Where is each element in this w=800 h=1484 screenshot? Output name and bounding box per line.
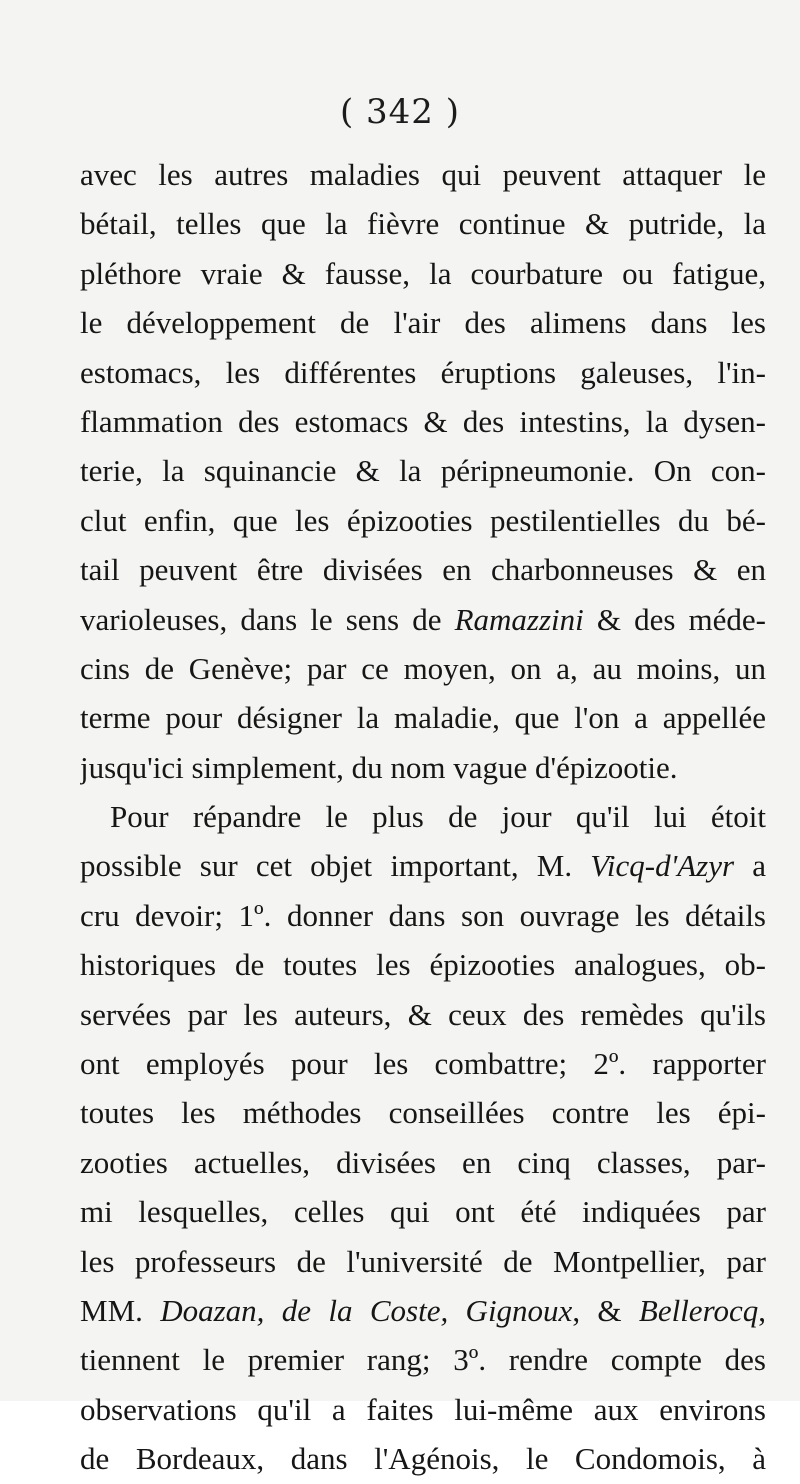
text-line <box>80 595 766 644</box>
text-line: les professeurs de l'université de Montpellier, par <box>80 1243 766 1279</box>
text-run: a <box>734 848 766 884</box>
text-line: historiques de toutes les épizooties analogues, ob- <box>80 947 766 983</box>
text-line: de Bordeaux, dans l'Agénois, le Condomois, à <box>80 1441 766 1477</box>
text-line <box>80 1286 766 1335</box>
text-run: , <box>758 1292 766 1328</box>
italic-name: Ramazzini <box>454 601 584 637</box>
text-line: estomacs, les différentes éruptions galeuses, l'in- <box>80 354 766 390</box>
text-line: toutes les méthodes conseillées contre les épi- <box>80 1095 766 1131</box>
text-line: ont employés pour les combattre; 2º. rapporter <box>80 1046 766 1082</box>
text-line: cru devoir; 1º. donner dans son ouvrage les détails <box>80 897 766 933</box>
text-line: zooties actuelles, divisées en cinq classes, par- <box>80 1144 766 1180</box>
text-line <box>80 841 766 890</box>
text-line: avec les autres maladies qui peuvent attaquer le <box>80 157 766 192</box>
text-line: observations qu'il a faites lui-même aux environs <box>80 1391 766 1427</box>
text-line: tiennent le premier rang; 3º. rendre compte des <box>80 1342 766 1378</box>
text-line: jusqu'ici simplement, du nom vague d'épizootie. <box>80 749 678 785</box>
text-run: , & <box>572 1292 639 1328</box>
text-run: MM. <box>80 1292 161 1328</box>
text-line: bétail, telles que la fièvre continue & putride, la <box>80 206 766 242</box>
italic-name: Bellerocq <box>638 1292 759 1328</box>
body-text <box>80 150 766 1484</box>
text-line: Pour répandre le plus de jour qu'il lui étoit <box>110 799 766 835</box>
text-line: terme pour désigner la maladie, que l'on a appellée <box>80 700 766 736</box>
text-line: pléthore vraie & fausse, la courbature ou fatigue, <box>80 255 766 291</box>
text-line: terie, la squinancie & la péripneumonie. On con- <box>80 453 766 489</box>
italic-name: Vicq-d'Azyr <box>590 848 735 884</box>
text-run: & des méde- <box>583 601 766 637</box>
text-line: cins de Genève; par ce moyen, on a, au moins, un <box>80 650 766 686</box>
text-line: mi lesquelles, celles qui ont été indiquées par <box>80 1194 766 1230</box>
italic-name: Doazan, de la Coste, Gignoux <box>160 1292 573 1328</box>
text-line: le développement de l'air des alimens dans les <box>80 305 766 341</box>
text-run: possible sur cet objet important, M. <box>80 848 591 884</box>
text-line: clut enfin, que les épizooties pestilentielles du bé- <box>80 502 766 538</box>
text-run: varioleuses, dans le sens de <box>80 601 455 637</box>
text-line: tail peuvent être divisées en charbonneuses & en <box>80 552 766 588</box>
page-number: ( 342 ) <box>339 92 461 132</box>
text-line: flammation des estomacs & des intestins, la dysen- <box>80 403 766 439</box>
text-line: servées par les auteurs, & ceux des remèdes qu'ils <box>80 996 766 1032</box>
